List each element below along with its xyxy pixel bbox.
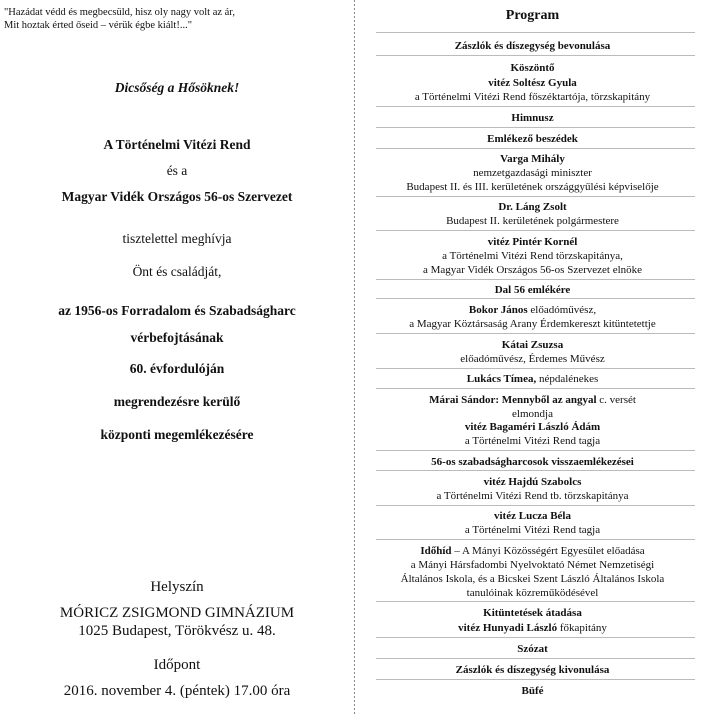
invitation-left-page xyxy=(0,0,354,715)
recipient-text: Önt és családját, xyxy=(132,264,222,279)
item-flags-in: Zászlók és díszegység bevonulása xyxy=(454,40,611,52)
poem-marai xyxy=(356,394,709,406)
performance-idohid-line-1: – A Mányi Közösségért Egyesület előadása xyxy=(451,545,645,557)
performer-lukacs-name: Lukács Tímea, xyxy=(466,373,537,385)
speaker-hajdu-name: vitéz Hajdú Szabolcs xyxy=(483,476,582,488)
performer-bokor-role-2: a Magyar Köztársaság Arany Érdemkereszt kitüntetettje xyxy=(409,318,656,330)
speaker-pinter-role-2: a Magyar Vidék Országos 56-os Szervezet elnöke xyxy=(422,264,643,276)
performer-katai-role: előadóművész, Érdemes Művész xyxy=(460,353,605,365)
separator-line xyxy=(376,230,695,231)
performer-bokor-name: Bokor János xyxy=(468,304,528,316)
separator-line xyxy=(376,539,695,540)
performer-bokor xyxy=(356,304,709,316)
performance-idohid xyxy=(356,545,709,557)
speaker-varga-role-1: nemzetgazdasági miniszter xyxy=(473,167,592,179)
separator-line xyxy=(376,279,695,280)
program-title: Program xyxy=(505,8,560,23)
performance-idohid-line-3: Általános Iskola, és a Bicskei Szent László Általános Iskola xyxy=(400,573,665,585)
separator-line xyxy=(376,106,695,107)
separator-line xyxy=(376,127,695,128)
speaker-lucza-role: a Történelmi Vitézi Rend tagja xyxy=(464,524,601,536)
performer-bagameri-name: vitéz Bagaméri László Ádám xyxy=(464,421,601,433)
performer-bagameri-role: a Történelmi Vitézi Rend tagja xyxy=(464,435,601,447)
separator-line xyxy=(376,450,695,451)
speaker-lang-name: Dr. Láng Zsolt xyxy=(498,201,567,213)
speaker-hajdu-role: a Történelmi Vitézi Rend tb. törzskapitánya xyxy=(436,490,629,502)
item-buffet: Büfé xyxy=(521,685,544,697)
separator-line xyxy=(376,505,695,506)
item-anthem: Himnusz xyxy=(511,112,554,124)
conjunction: és a xyxy=(166,163,188,178)
separator-line xyxy=(376,148,695,149)
item-awards: Kitüntetések átadása xyxy=(483,607,582,619)
separator-line xyxy=(376,658,695,659)
item-szozat: Szózat xyxy=(517,643,548,655)
poem-marai-suffix: c. versét xyxy=(596,394,636,406)
organizer-2: Magyar Vidék Országos 56-os Szervezet xyxy=(61,189,293,204)
separator-line xyxy=(376,368,695,369)
venue-name: MÓRICZ ZSIGMOND GIMNÁZIUM xyxy=(59,605,295,621)
event-line-4: megrendezésre kerülő xyxy=(113,394,241,409)
time-value: 2016. november 4. (péntek) 17.00 óra xyxy=(63,683,291,699)
speaker-pinter-role-1: a Történelmi Vitézi Rend törzskapitánya, xyxy=(442,250,623,262)
quote-line-2: Mit hoztak érted őseid – vérük égbe kiált!..." xyxy=(4,20,192,31)
performer-katai-name: Kátai Zsuzsa xyxy=(501,339,564,351)
invite-text: tisztelettel meghívja xyxy=(122,231,232,246)
performer-lukacs-role: népdalénekes xyxy=(536,373,599,385)
separator-line xyxy=(376,196,695,197)
item-greeting: Köszöntő xyxy=(510,62,555,74)
performance-idohid-line-2: a Mányi Hársfadombi Nyelvoktató Német Nemzetiségi xyxy=(410,559,655,571)
organizer-1: A Történelmi Vitézi Rend xyxy=(103,137,251,152)
presenter-hunyadi-role: főkapitány xyxy=(557,622,607,634)
event-line-3: 60. évfordulóján xyxy=(129,361,225,376)
separator-line xyxy=(376,470,695,471)
fold-divider xyxy=(354,0,355,715)
event-line-5: központi megemlékezésére xyxy=(100,427,254,442)
separator-line xyxy=(376,298,695,299)
performance-idohid-line-4: tanulóinak közreműködésével xyxy=(466,587,599,599)
presenter-hunyadi xyxy=(356,622,709,634)
speaker-pinter-name: vitéz Pintér Kornél xyxy=(487,236,578,248)
separator-line xyxy=(376,333,695,334)
separator-line xyxy=(376,601,695,602)
quote-line-1: "Hazádat védd és megbecsüld, hisz oly nagy volt az ár, xyxy=(4,7,235,18)
speaker-soltesz-role: a Történelmi Vitézi Rend főszéktartója, törzskapitány xyxy=(414,91,651,103)
program-right-page xyxy=(356,0,709,715)
poem-marai-recites: elmondja xyxy=(512,408,553,420)
heading-glory: Dicsőség a Hősöknek! xyxy=(114,80,240,95)
item-flags-out: Zászlók és díszegység kivonulása xyxy=(455,664,610,676)
separator-line xyxy=(376,32,695,33)
performance-idohid-title: Időhíd xyxy=(420,545,452,557)
item-songs: Dal 56 emlékére xyxy=(494,284,571,296)
opening-quote xyxy=(4,6,235,32)
venue-address: 1025 Budapest, Törökvész u. 48. xyxy=(78,623,276,639)
speaker-soltesz-name: vitéz Soltész Gyula xyxy=(488,77,577,89)
separator-line xyxy=(376,637,695,638)
event-line-1: az 1956-os Forradalom és Szabadságharc xyxy=(58,303,296,318)
separator-line xyxy=(376,388,695,389)
speaker-varga-role-2: Budapest II. és III. kerületének országgyűlési képviselője xyxy=(406,181,659,193)
speaker-lucza-name: vitéz Lucza Béla xyxy=(494,510,571,522)
separator-line xyxy=(376,679,695,680)
item-speeches: Emlékező beszédek xyxy=(487,133,578,145)
separator-line xyxy=(376,55,695,56)
performer-lukacs xyxy=(356,373,709,385)
poem-marai-title: Márai Sándor: Mennyből az angyal xyxy=(429,394,597,406)
presenter-hunyadi-name: vitéz Hunyadi László xyxy=(458,622,558,634)
speaker-varga-name: Varga Mihály xyxy=(500,153,565,165)
speaker-lang-role: Budapest II. kerületének polgármestere xyxy=(446,215,619,227)
item-memories: 56-os szabadságharcosok visszaemlékezései xyxy=(431,456,634,468)
venue-label: Helyszín xyxy=(150,579,204,595)
time-label: Időpont xyxy=(153,657,201,673)
performer-bokor-role-1: előadóművész, xyxy=(527,304,597,316)
event-line-2: vérbefojtásának xyxy=(130,330,224,345)
